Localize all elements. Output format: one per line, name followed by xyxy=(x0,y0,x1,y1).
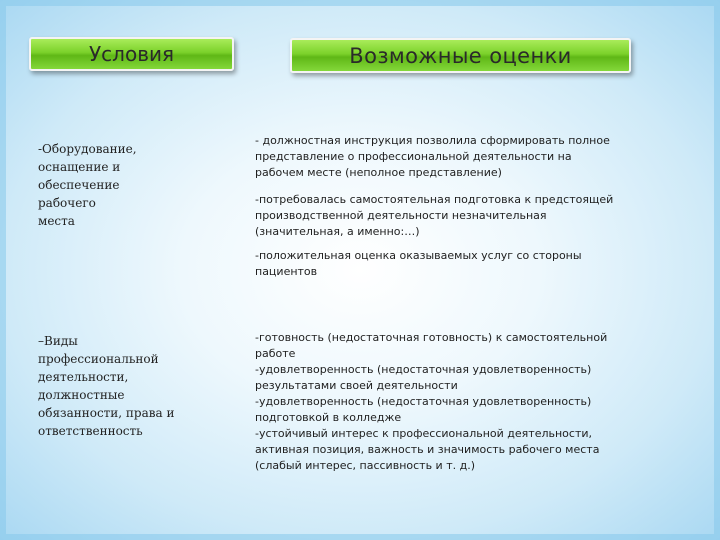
text-line: активная позиция, важность и значимость рабочего места xyxy=(255,443,600,456)
condition-activity-types xyxy=(38,332,208,440)
text-line: -устойчивый интерес к профессиональной деятельности, xyxy=(255,427,592,440)
text-line: -Оборудование, xyxy=(38,142,137,156)
text-line: работе xyxy=(255,347,296,360)
text-line: деятельности, xyxy=(38,370,129,384)
text-line: рабочего xyxy=(38,196,96,210)
text-line: (слабый интерес, пассивность и т. д.) xyxy=(255,459,475,472)
evaluation-readiness xyxy=(255,330,675,474)
text-line: производственной деятельности незначительная xyxy=(255,209,547,222)
text-line: -потребовалась самостоятельная подготовка к предстоящей xyxy=(255,193,614,206)
text-line: - должностная инструкция позволила сформировать полное xyxy=(255,134,610,147)
text-line: профессиональной xyxy=(38,352,159,366)
conditions-header xyxy=(29,37,234,71)
text-line: должностные xyxy=(38,388,125,402)
text-line: -удовлетворенность (недостаточная удовлетворенность) xyxy=(255,395,592,408)
condition-equipment xyxy=(38,140,208,230)
evaluation-self-preparation xyxy=(255,192,675,240)
text-line: представление о профессиональной деятельности на xyxy=(255,150,572,163)
text-line: результатами своей деятельности xyxy=(255,379,458,392)
text-line: оснащение и xyxy=(38,160,121,174)
evaluations-header xyxy=(290,38,631,73)
text-line: -готовность (недостаточная готовность) к самостоятельной xyxy=(255,331,608,344)
text-line: рабочем месте (неполное представление) xyxy=(255,166,502,179)
text-line: места xyxy=(38,214,75,228)
conditions-header-label: Условия xyxy=(88,42,175,66)
text-line: обеспечение xyxy=(38,178,120,192)
text-line: подготовкой в колледже xyxy=(255,411,402,424)
evaluation-job-description xyxy=(255,133,675,181)
text-line: (значительная, а именно:…) xyxy=(255,225,420,238)
evaluation-patient-feedback xyxy=(255,248,675,280)
text-line: обязанности, права и xyxy=(38,406,175,420)
text-line: -удовлетворенность (недостаточная удовлетворенность) xyxy=(255,363,592,376)
text-line: –Виды xyxy=(38,334,78,348)
text-line: ответственность xyxy=(38,424,143,438)
text-line: -положительная оценка оказываемых услуг со стороны xyxy=(255,249,582,262)
text-line: пациентов xyxy=(255,265,318,278)
evaluations-header-label: Возможные оценки xyxy=(349,43,572,68)
